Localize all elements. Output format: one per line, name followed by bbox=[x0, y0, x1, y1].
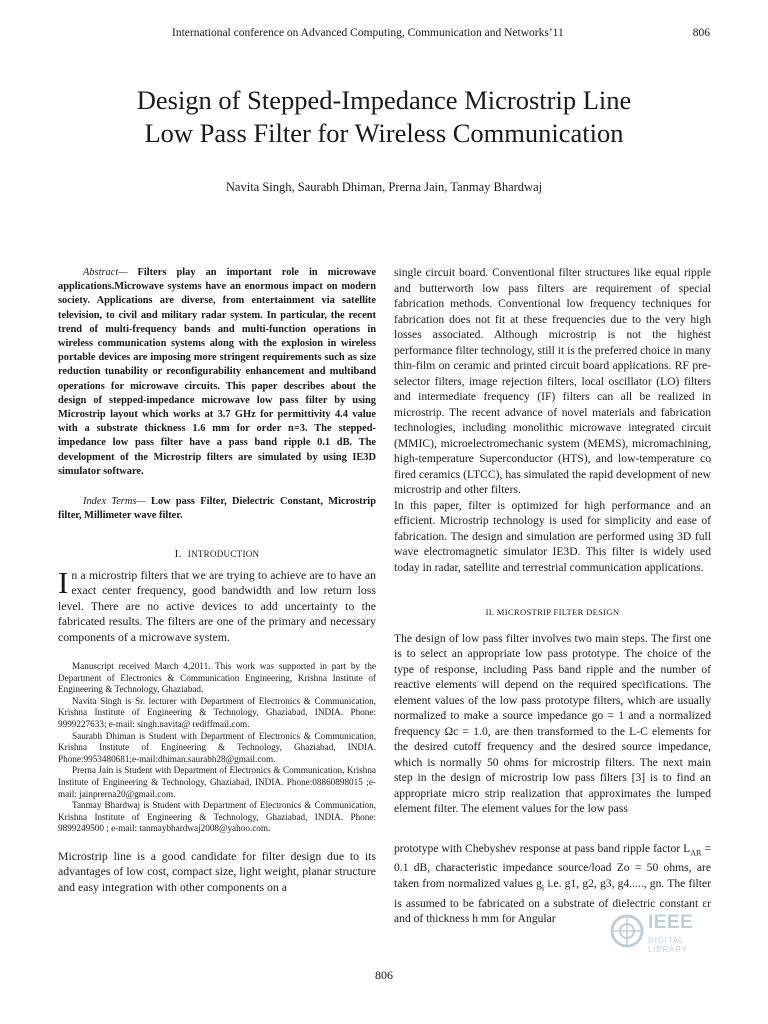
footer-page-number: 806 bbox=[375, 968, 393, 982]
section-title: INTRODUCTION bbox=[187, 549, 260, 560]
index-terms bbox=[58, 495, 376, 523]
left-bottom-paragraph: Microstrip line is a good candidate for filter design due to its advantages of low cost, compact size, light weight, planar structure and easy integration with other components on a bbox=[58, 848, 376, 894]
ieee-logo-icon bbox=[610, 914, 644, 948]
abstract-text: Filters play an important role in microwave applications.Microwave systems have an enormous impact on modern society. Applications are diverse, from entertainment via satellite television, to civil and military radar system. In particular, the recent trend of multi-frequency bands and multi-function operations in wireless communication systems along with the explosion in wireless portable devices are imposing more stringent requirements such as size reduction tunability or reconfigurability enhancement and multiband operations for microwave circuits. This paper describes about the design of stepped-impedance microwave low pass filter by using Microstrip layout which works at 3.7 GHz for permittivity 4.4 value with a substrate thickness 1.6 mm for order n=3. The stepped-impedance low pass filter have a pass band ripple 0.1 dB. The development of the Microstrip filters are simulated by using IE3D simulator software. bbox=[58, 267, 376, 477]
subscript-ar: AR bbox=[690, 847, 702, 857]
index-terms-label: Index Terms— bbox=[83, 496, 146, 508]
right-paragraph-2: In this paper, filter is optimized for high performance and an efficient. Microstrip technology is used for simplicity and ease of fabrication. The design and simulation are performed using 3D full wave electromagnetic simulator IE3D. This filter is widely used today in radar, satellite and terrestrial communication applications. bbox=[394, 498, 711, 574]
title-line-1: Design of Stepped-Impedance Microstrip Line bbox=[136, 85, 632, 115]
para4-part-b: = 0.1 dB, characteristic impedance source/load Zo = 50 ohms, are taken from normalized values g bbox=[394, 841, 711, 890]
right-paragraph-3: The design of low pass filter involves two main steps. The first one is to select an appropriate low pass prototype. The choice of the type of response, including Pass band ripple and the number of reactive elements will depend on the required specifications. The element values of the low pass prototype filters, which are usually normalized to make a source impedance go = 1 and a normalized frequency Ωc = 1.0, are then transformed to the L-C elements for the desired cutoff frequency and the desired source impedance, which is normally 50 ohms for microstrip filters. The next main step in the design of microstrip low pass filters [3] is to find an appropriate micro strip realization that approximates the lumped element filter. The element values for the low pass bbox=[394, 631, 711, 815]
header-page-number: 806 bbox=[692, 27, 710, 39]
section-heading-introduction bbox=[58, 547, 376, 562]
running-header bbox=[0, 27, 768, 43]
watermark-subtitle: DIGITAL LIBRARY bbox=[648, 936, 688, 954]
introduction-paragraph bbox=[58, 565, 376, 645]
footnote-author-3: Prerna Jain is Student with Department of Electronics & Communication, Krishna Institute of Engineering & Technology, Ghaziabad, INDIA. Phone:08860898015 ;e-mail: jainprerna20@gmail.com. bbox=[58, 765, 376, 799]
introduction-text: n a microstrip filters that we are trying to achieve are to have an exact center frequency, good bandwidth and low return loss level. There are no active devices to add uncertainty to the fabricated results. The filters are one of the primary and necessary components of a microwave system. bbox=[58, 568, 376, 644]
left-column bbox=[58, 266, 376, 895]
ieee-watermark bbox=[608, 912, 726, 952]
footnote-author-1: Navita Singh is Sr. lecturer with Department of Electronics & Communication, Krishna Institute of Engineering & Technology, Ghaziabad, INDIA. Phone: 9999227633; e-mail: singh.navita@ rediffmail.com. bbox=[58, 695, 376, 730]
right-column bbox=[394, 265, 711, 927]
paper-title bbox=[60, 84, 708, 150]
conference-name: International conference on Advanced Computing, Communication and Networks’11 bbox=[172, 27, 564, 39]
section-heading-filter-design: II. MICROSTRIP FILTER DESIGN bbox=[485, 607, 620, 617]
title-line-2: Low Pass Filter for Wireless Communication bbox=[144, 118, 624, 148]
watermark-brand: IEEE bbox=[648, 912, 694, 933]
drop-cap: I bbox=[58, 565, 69, 601]
footnote-manuscript: Manuscript received March 4,2011. This work was supported in part by the Department of Electronics & Communication Engineering, Krishna Institute of Engineering & Technology, Ghaziabad. bbox=[58, 661, 376, 695]
para4-part-a: prototype with Chebyshev response at pass band ripple factor L bbox=[394, 841, 691, 855]
abstract bbox=[58, 266, 376, 479]
abstract-label: Abstract— bbox=[83, 267, 128, 278]
right-paragraph-1: single circuit board. Conventional filter structures like equal ripple and butterworth low pass filters are requirement of special fabrication methods. Conventional low frequency techniques for fabrication does not fit at these frequencies due to the very high losses associated. Although microstrip is not the highest performance filter technology, still it is the preferred choice in many thin-film on ceramic and printed circuit board applications. RF pre-selector filters, image rejection filters, local oscillator (LO) filters and intermediate frequency (IF) filters can all be realized in microstrip. The recent advance of novel materials and fabrication technologies, including monolithic microwave integrated circuit (MMIC), microelectromechanic system (MEMS), micromachining, high-temperature Superconductor (HTS), and low-temperature co fired ceramics (LTCC), has simulated the rapid development of new microstrip and other filters. bbox=[394, 266, 711, 496]
index-terms-text: Low pass Filter, Dielectric Constant, Microstrip filter, Millimeter wave filter. bbox=[58, 496, 376, 522]
footnote-author-2: Saurabh Dhiman is Student with Department of Electronics & Communication, Krishna Institute of Engineering & Technology, Ghaziabad, INDIA. Phone:9953480681;e-mail:dhiman.saurabh28@gmail.com. bbox=[58, 730, 376, 764]
author-list: Navita Singh, Saurabh Dhiman, Prerna Jain, Tanmay Bhardwaj bbox=[225, 180, 543, 194]
para4-part-c: i.e. g1, g2, g3, g4....., gn. The filter is assumed to be fabricated on a substrate of dielectric constant εr and of thickness h mm for Angular bbox=[394, 876, 711, 926]
footnote-author-4: Tanmay Bhardwaj is Student with Department of Electronics & Communication, Krishna Institute of Engineering & Technology, Ghaziabad, INDIA. Phone: 9899249500 ; e-mail: tanmaybhardwaj2008@yahoo.com. bbox=[58, 800, 376, 834]
section-number: I. bbox=[174, 548, 182, 561]
subscript-i: i bbox=[541, 883, 545, 893]
